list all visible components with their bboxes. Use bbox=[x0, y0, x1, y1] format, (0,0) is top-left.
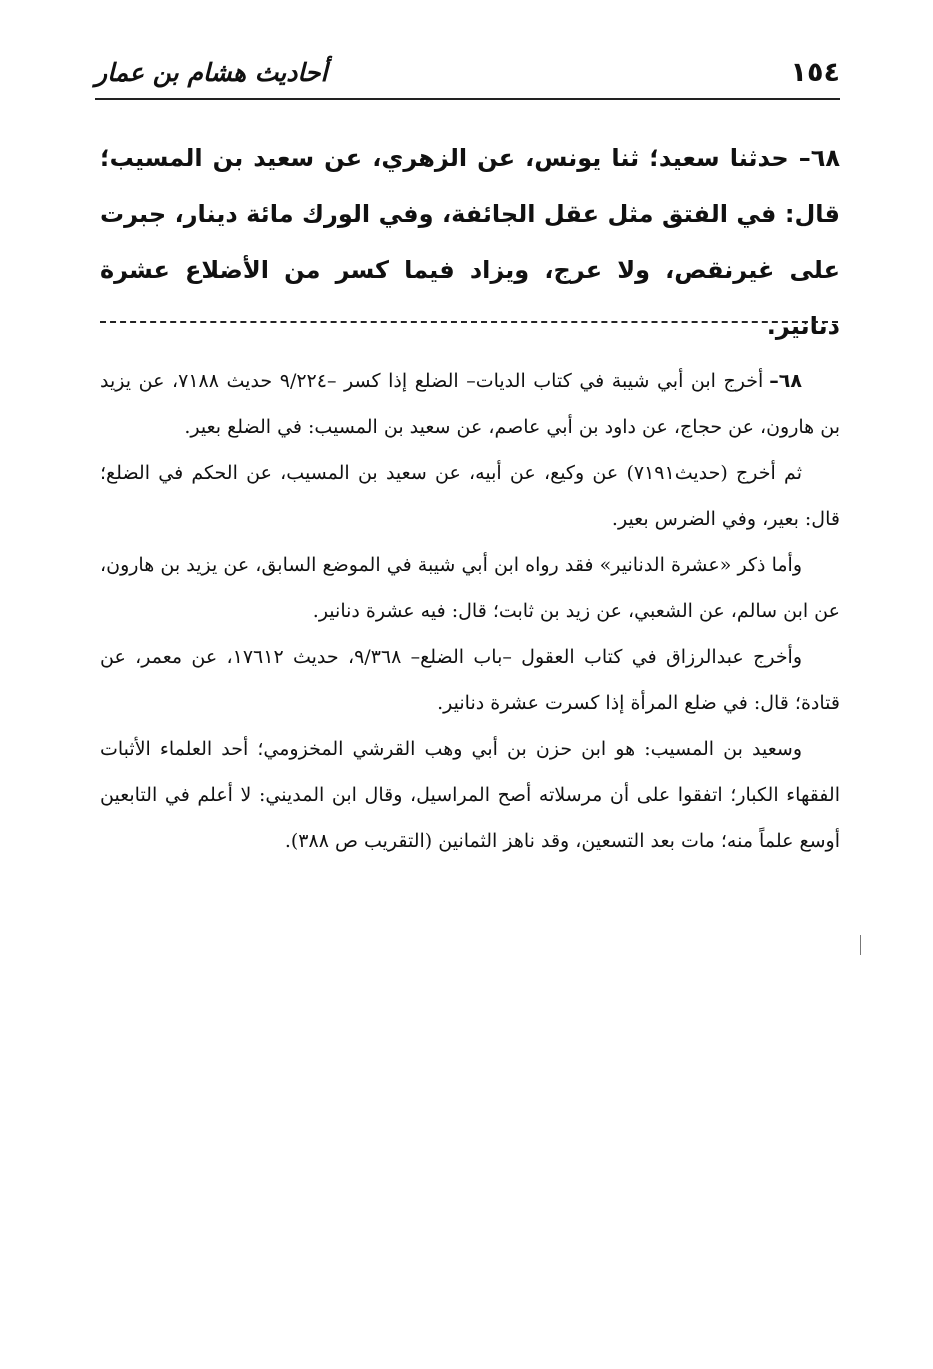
note-text-1: أخرج ابن أبي شيبة في كتاب الديات– الضلع إذا كسر –٩/٢٢٤ حديث ٧١٨٨، عن يزيد بن هارون، عن حجاج، عن داود بن أبي عاصم، عن سعيد بن المسيب: في الضلع بعير. bbox=[100, 370, 840, 438]
note-text-2: ثم أخرج (حديث٧١٩١) عن وكيع، عن أبيه، عن سعيد بن المسيب، عن الحكم في الضلع؛ قال: بعير، وفي الضرس بعير. bbox=[100, 462, 840, 530]
note-text-3: وأما ذكر «عشرة الدنانير» فقد رواه ابن أبي شيبة في الموضع السابق، عن يزيد بن هارون، عن ابن سالم، عن الشعبي، عن زيد بن ثابت؛ قال: فيه عشرة دنانير. bbox=[100, 554, 840, 622]
note-text-5: وسعيد بن المسيب: هو ابن حزن بن أبي وهب القرشي المخزومي؛ أحد العلماء الأثبات الفقهاء الكبار؛ اتفقوا على أن مرسلاته أصح المراسيل، وقال ابن المديني: لا أعلم في التابعين أوسع علماً منه؛ مات بعد التسعين، وقد ناهز الثمانين (التقريب ص ٣٨٨). bbox=[100, 738, 840, 852]
margin-mark bbox=[860, 935, 861, 955]
note-text-4: وأخرج عبدالرزاق في كتاب العقول –باب الضلع– ٩/٣٦٨، حديث ١٧٦١٢، عن معمر، عن قتادة؛ قال: في ضلع المرأة إذا كسرت عشرة دنانير. bbox=[100, 646, 840, 714]
note-paragraph-1 bbox=[100, 358, 840, 450]
note-number: ٦٨– bbox=[769, 370, 802, 392]
note-paragraph-3 bbox=[100, 542, 840, 634]
hadith-number: ٦٨– bbox=[798, 144, 840, 172]
note-paragraph-4 bbox=[100, 634, 840, 726]
page-number: ١٥٤ bbox=[790, 57, 840, 88]
page-header bbox=[95, 52, 840, 100]
header-rule bbox=[95, 98, 840, 100]
footnotes-block bbox=[100, 358, 840, 864]
footnote-separator bbox=[100, 321, 838, 323]
hadith-text: حدثنا سعيد؛ ثنا يونس، عن الزهري، عن سعيد بن المسيب؛ قال: في الفتق مثل عقل الجائفة، وفي الورك مائة دينار، جبرت على غيرنقص، ولا عرج، ويزاد فيما كسر من الأضلاع عشرة دنانير. bbox=[100, 144, 840, 340]
note-paragraph-2 bbox=[100, 450, 840, 542]
running-title: أحاديث هشام بن عمار bbox=[95, 58, 328, 87]
note-paragraph-5 bbox=[100, 726, 840, 864]
